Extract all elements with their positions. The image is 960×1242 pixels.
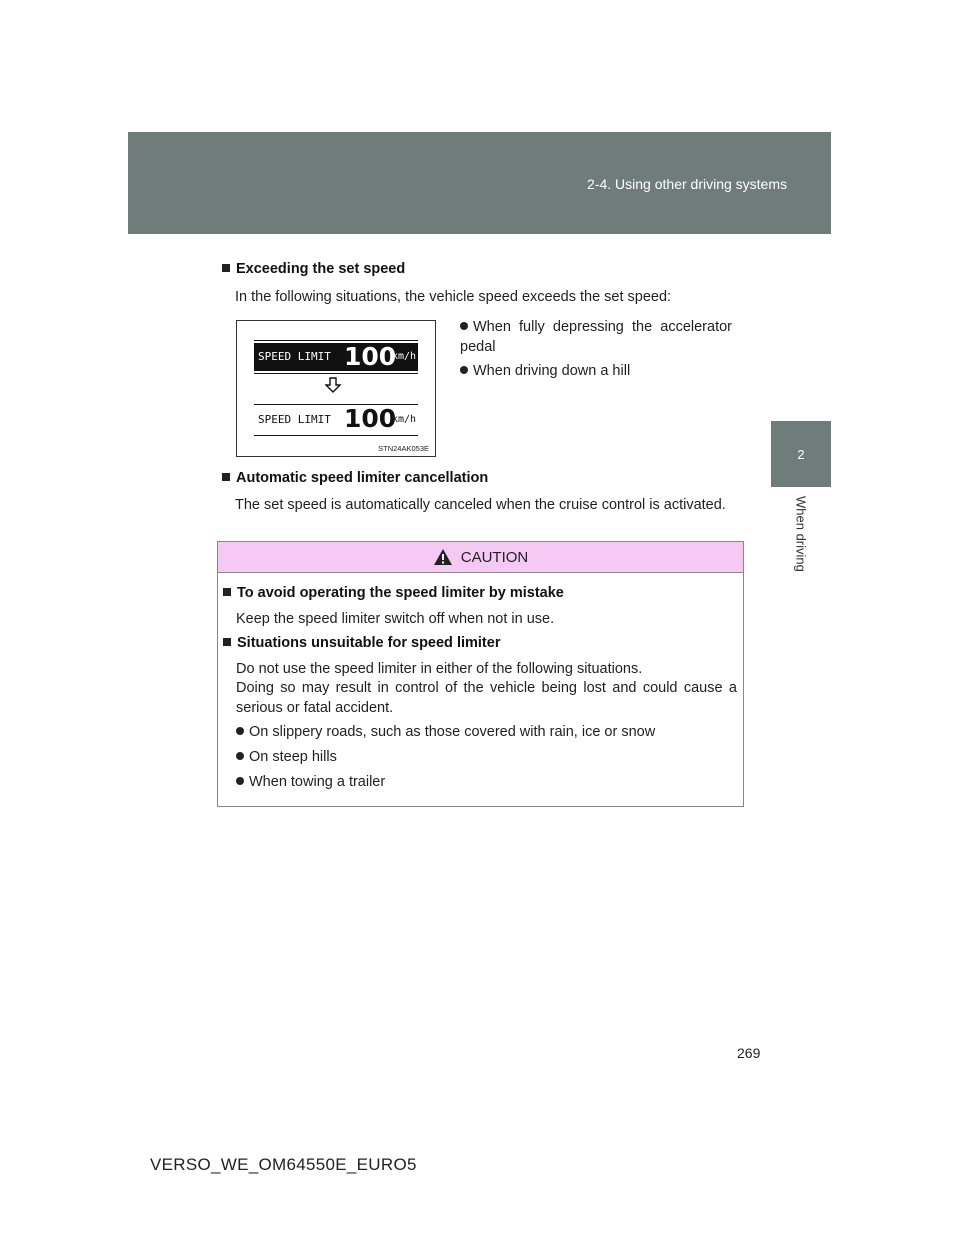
square-bullet-icon [223,638,231,646]
display-rule [254,373,418,374]
caution-unsuitable-text-1: Do not use the speed limiter in either of the following situations. [236,661,643,677]
arrow-down-icon [325,377,341,393]
warning-triangle-icon [433,548,453,566]
caution-unsuitable-text-2: Doing so may result in control of the vehicle being lost and could cause a serious or fatal accident. [236,680,737,716]
caution-box [217,541,744,807]
caution-bullet-trailer: When towing a trailer [236,772,736,792]
figure-code: STN24AK053E [378,444,429,453]
display-label: SPEED LIMIT [258,350,331,363]
display-unit: km/h [392,351,417,362]
caution-title: CAUTION [460,548,529,566]
speed-limit-display-1 [254,343,418,371]
bullet-accelerator-pedal: When fully depressing the accelerator pedal [460,319,732,355]
heading-exceeding-set-speed: Exceeding the set speed [222,261,405,277]
caution-bullet-slippery: On slippery roads, such as those covered with rain, ice or snow [236,722,736,742]
caution-heading-mistake: To avoid operating the speed limiter by mistake [223,585,564,601]
round-bullet-icon [236,727,244,735]
display-rule [254,340,418,341]
round-bullet-icon [460,366,468,374]
caution-mistake-text: Keep the speed limiter switch off when not in use. [236,611,555,627]
header-band [128,132,831,234]
heading-auto-cancellation: Automatic speed limiter cancellation [222,470,488,486]
section-title: 2-4. Using other driving systems [587,176,787,192]
display-value: 100 [344,342,397,371]
display-value: 100 [344,404,397,433]
document-code: VERSO_WE_OM64550E_EURO5 [150,1155,417,1174]
bullet-down-hill: When driving down a hill [460,361,732,381]
square-bullet-icon [222,264,230,272]
round-bullet-icon [460,322,468,330]
caution-heading-unsuitable: Situations unsuitable for speed limiter [223,635,500,651]
speed-limit-display-figure [236,320,436,457]
display-label: SPEED LIMIT [258,413,331,426]
round-bullet-icon [236,752,244,760]
chapter-tab-number: 2 [771,421,831,487]
square-bullet-icon [223,588,231,596]
exceeding-intro-text: In the following situations, the vehicle speed exceeds the set speed: [235,289,672,305]
round-bullet-icon [236,777,244,785]
display-unit: km/h [392,414,417,425]
page-number: 269 [737,1045,761,1061]
speed-limit-display-2 [254,406,418,434]
chapter-tab-label: When driving [793,496,809,572]
caution-bullet-steep-hills: On steep hills [236,747,736,767]
display-rule [254,435,418,436]
caution-header [218,542,743,573]
square-bullet-icon [222,473,230,481]
auto-cancellation-text: The set speed is automatically canceled when the cruise control is activated. [235,497,726,513]
